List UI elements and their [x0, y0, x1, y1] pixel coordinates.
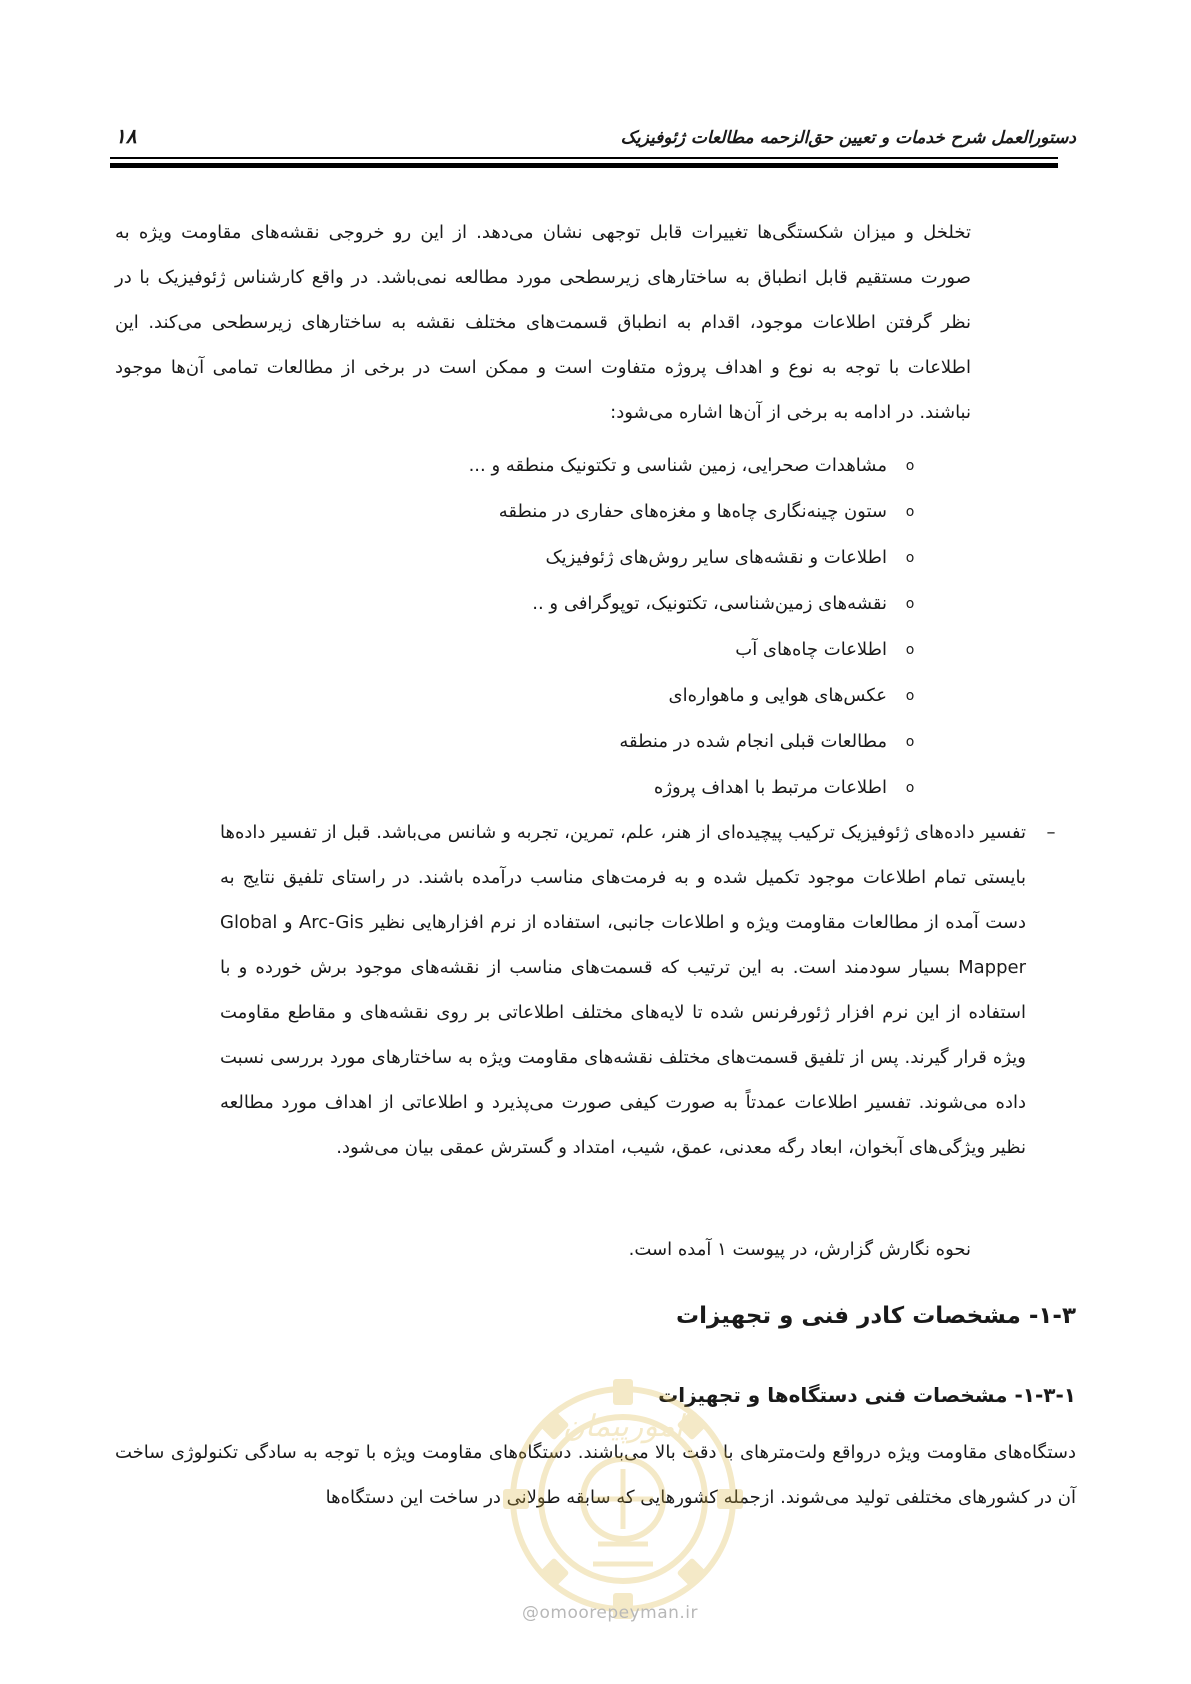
list-item-text: اطلاعات و نقشه‌های سایر روش‌های ژئوفیزیک [545, 547, 887, 568]
list-item-text: اطلاعات مرتبط با اهداف پروژه [653, 777, 887, 798]
page-number: ۱۸ [115, 124, 137, 148]
section-heading: ۱-۳- مشخصات کادر فنی و تجهیزات [676, 1303, 1076, 1329]
list-item [373, 673, 933, 719]
header-rule-thick [110, 163, 1058, 168]
bullet-circle-icon: o [905, 780, 915, 796]
dash-bullet-icon: – [1046, 822, 1056, 843]
list-item [373, 719, 933, 765]
list-item-text: مطالعات قبلی انجام شده در منطقه [619, 731, 887, 752]
list-item [373, 443, 933, 489]
bullet-circle-icon: o [905, 596, 915, 612]
list-item [373, 489, 933, 535]
watermark-url: @omoorepeyman.ir [521, 1603, 699, 1623]
bullet-circle-icon: o [905, 550, 915, 566]
list-item-text: عکس‌های هوایی و ماهواره‌ای [668, 685, 887, 706]
report-note: نحوه نگارش گزارش، در پیوست ۱ آمده است. [628, 1239, 971, 1260]
list-item-text: نقشه‌های زمین‌شناسی، تکتونیک، توپوگرافی و .. [532, 593, 887, 614]
list-item-text: اطلاعات چاه‌های آب [735, 639, 887, 660]
list-item [373, 535, 933, 581]
list-item-text: مشاهدات صحرایی، زمین شناسی و تکتونیک منطقه و ... [468, 455, 887, 476]
bullet-circle-icon: o [905, 642, 915, 658]
bullet-circle-icon: o [905, 458, 915, 474]
list-item [373, 627, 933, 673]
watermark-logo-text: امورپیمان [562, 1409, 684, 1444]
devices-paragraph: دستگاه‌های مقاومت ویژه درواقع ولت‌مترهای با دقت بالا می‌باشند. دستگاه‌های مقاومت ویژه با توجه به سادگی تکنولوژی ساخت آن در کشورهای مختلفی تولید می‌شوند. ازجمله کشورهایی که سابقه طولانی در ساخت این دستگاه‌ها [115, 1442, 1076, 1508]
running-header-title: دستورالعمل شرح خدمات و تعیین حق‌الزحمه مطالعات ژئوفیزیک [620, 128, 1076, 148]
bullet-circle-icon: o [905, 504, 915, 520]
intro-paragraph: تخلخل و میزان شکستگی‌ها تغییرات قابل توجهی نشان می‌دهد. از این رو خروجی نقشه‌های مقاومت ویژه به صورت مستقیم قابل انطباق به ساختارهای زیرسطحی مورد مطالعه نمی‌باشد. در واقع کارشناس ژئوفیزیک با در نظر گرفتن اطلاعات موجود، اقدام به انطباق قسمت‌های مختلف نقشه به ساختارهای زیرسطحی می‌کند. این اطلاعات با توجه به نوع و اهداف پروژه متفاوت است و ممکن است در برخی از مطالعات تمامی آن‌ها موجود نباشند. در ادامه به برخی از آن‌ها اشاره می‌شود: [115, 222, 971, 423]
list-item [373, 765, 933, 811]
list-item-text: ستون چینه‌نگاری چاه‌ها و مغزه‌های حفاری در منطقه [498, 501, 887, 522]
bullet-circle-icon: o [905, 688, 915, 704]
interpretation-paragraph: تفسیر داده‌های ژئوفیزیک ترکیب پیچیده‌ای از هنر، علم، تمرین، تجربه و شانس می‌باشد. قبل از تفسیر داده‌ها بایستی تمام اطلاعات موجود تکمیل شده و به فرمت‌های مناسب درآمده باشند. در راستای تلفیق نتایج به دست آمده از مطالعات مقاومت ویژه و اطلاعات جانبی، استفاده از نرم افزارهایی نظیر Arc-Gis و Global Mapper بسیار سودمند است. به این ترتیب که قسمت‌های مناسب از نقشه‌های موجود برش خورده و با استفاده از این نرم افزار ژئورفرنس شده تا لایه‌های مختلف اطلاعاتی بر روی نقشه‌های و مقاطع مقاومت ویژه قرار گیرند. پس از تلفیق قسمت‌های مختلف نقشه‌های مقاومت ویژه به ساختارهای مورد بررسی نسبت داده می‌شوند. تفسیر اطلاعات عمدتاً به صورت کیفی صورت می‌پذیرد و اطلاعاتی از اهداف مورد مطالعه نظیر ویژگی‌های آبخوان، ابعاد رگه معدنی، عمق، شیب، امتداد و گسترش عمقی بیان می‌شود. [220, 822, 1026, 1158]
bullet-list [373, 443, 933, 811]
header-rule-thin [110, 157, 1058, 159]
subsection-heading: ۱-۳-۱- مشخصات فنی دستگاه‌ها و تجهیزات [658, 1383, 1076, 1407]
bullet-circle-icon: o [905, 734, 915, 750]
watermark-logo-icon [498, 1364, 748, 1634]
list-item [373, 581, 933, 627]
